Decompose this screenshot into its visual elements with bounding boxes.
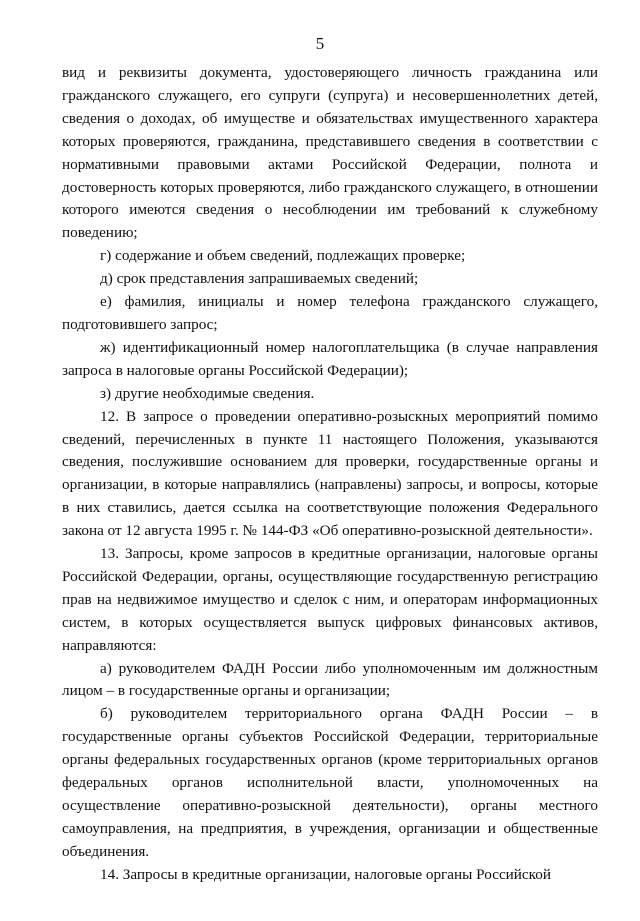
list-item-d: д) срок представления запрашиваемых сведений; — [100, 270, 419, 288]
list-item-b: б) руководителем территориального органа ФАДН России – в государственные органы субъектов Российской Федерации, территориальные органы федеральных государственных органов (кроме территориальных органов федеральных органов исполнительной власти, уполномоченных на осуществление оперативно-розыскной деятельности), органы местного самоуправления, на предприятия, в учреждения, организации и общественные объединения. — [62, 705, 598, 860]
list-item-g: г) содержание и объем сведений, подлежащих проверке; — [100, 247, 466, 265]
list-item-a: а) руководителем ФАДН России либо уполномоченным им должностным лицом – в государственные органы и организации; — [62, 659, 598, 700]
paragraph-13: 13. Запросы, кроме запросов в кредитные организации, налоговые органы Российской Федерации, органы, осуществляющие государственную регистрацию прав на недвижимое имущество и сделок с ним, и операторам информационных систем, в которых осуществляется выпуск цифровых финансовых активов, направляются: — [62, 545, 598, 654]
page-number: 5 — [315, 34, 325, 53]
paragraph-14: 14. Запросы в кредитные организации, налоговые органы Российской — [100, 865, 552, 883]
list-item-z: з) другие необходимые сведения. — [100, 384, 315, 402]
paragraph-12: 12. В запросе о проведении оперативно-розыскных мероприятий помимо сведений, перечисленных в пункте 11 настоящего Положения, указываются сведения, послужившие основанием для проверки, государственные органы и организации, в которые направлялись (направлены) запросы, и вопросы, которые в них ставились, дается ссылка на соответствующие положения Федерального закона от 12 августа 1995 г. № 144-ФЗ «Об оперативно-розыскной деятельности». — [62, 407, 598, 540]
list-item-e: е) фамилия, инициалы и номер телефона гражданского служащего, подготовившего запрос; — [62, 293, 598, 333]
list-item-zh: ж) идентификационный номер налогоплательщика (в случае направления запроса в налоговые органы Российской Федерации); — [62, 338, 598, 379]
body-text — [62, 62, 598, 887]
paragraph-continuation: вид и реквизиты документа, удостоверяющего личность гражданина или гражданского служащего, его супруги (супруга) и несовершеннолетних детей, сведения о доходах, об имуществе и обязательствах имущественного характера которых проверяются, гражданина, представившего сведения в соответствии с нормативными правовыми актами Российской Федерации, полнота и достоверность которых проверяются, либо гражданского служащего, в отношении которого имеются сведения о несоблюдении им требований к служебному поведению; — [62, 64, 598, 242]
